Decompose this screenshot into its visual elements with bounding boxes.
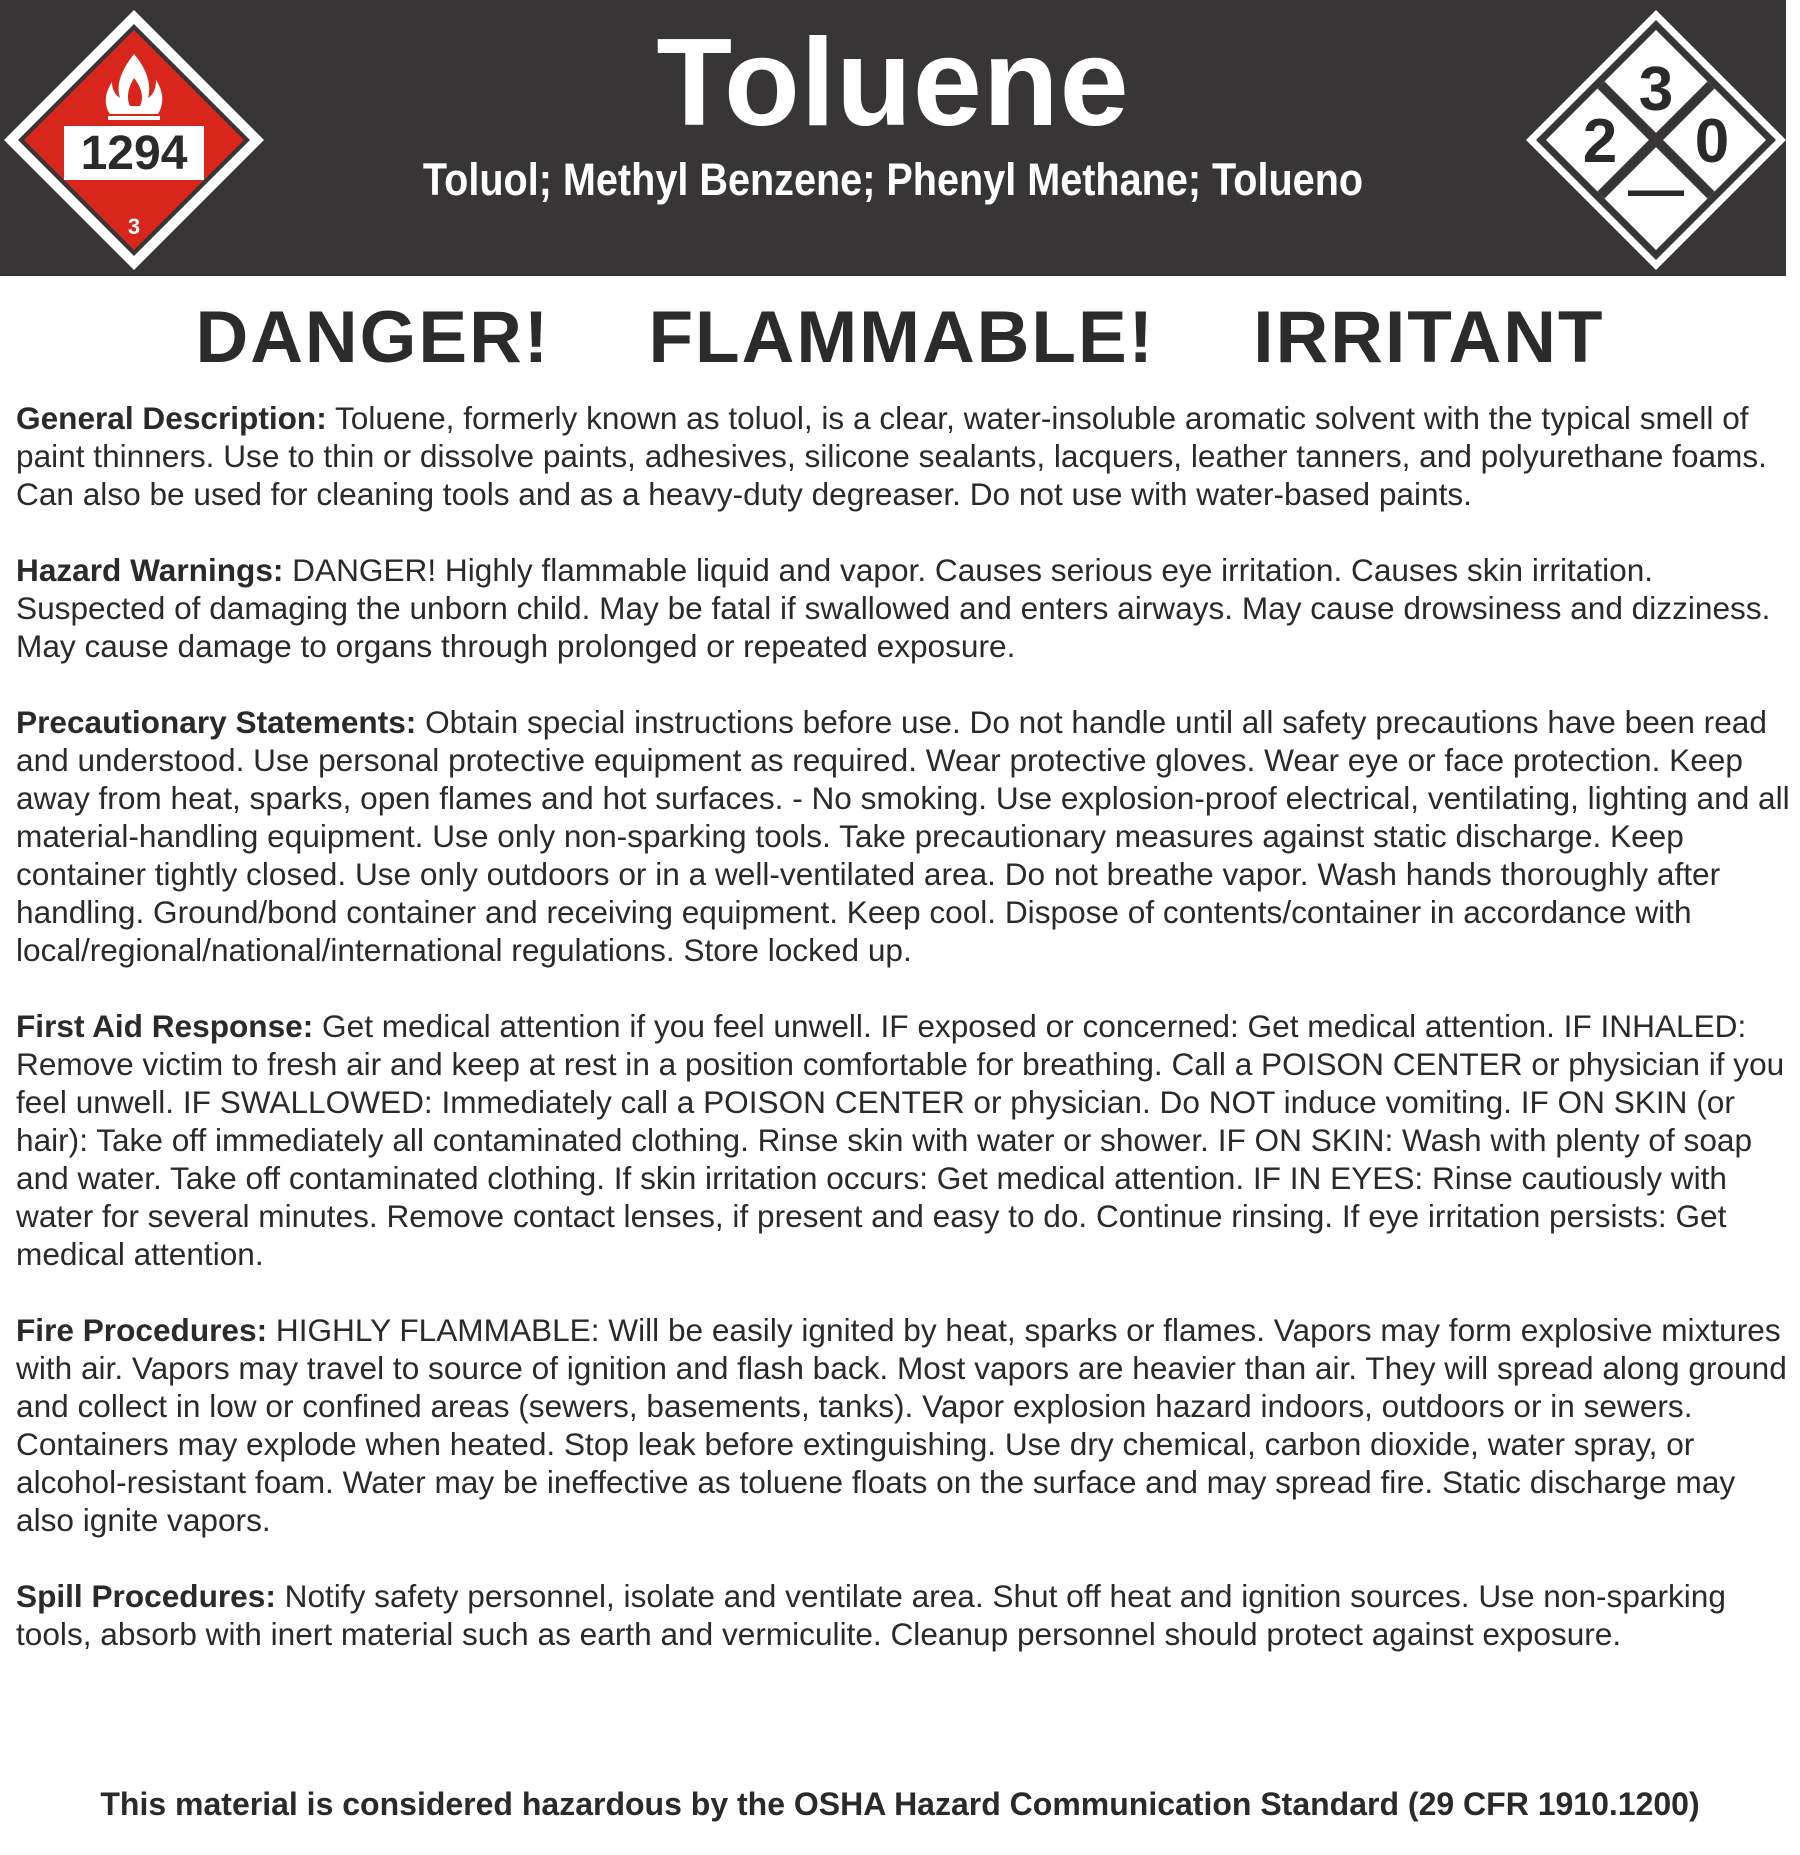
precautionary-statements-section [16, 703, 1796, 969]
section-label: Precautionary Statements: [16, 704, 417, 740]
nfpa-health: 2 [1582, 107, 1618, 176]
un-number: 1294 [80, 127, 188, 180]
section-label: Spill Procedures: [16, 1578, 276, 1614]
fire-procedures-section [16, 1311, 1796, 1539]
general-description-section [16, 399, 1796, 513]
section-text: Obtain special instructions before use. Do not handle until all safety precautions have been read and understood. Use personal protective equipment as required. Wear protective gloves. Wear eye or face protection. Keep away from heat, sparks, open flames and hot surfaces. - No smoking. Use explosion-proof electrical, ventilating, lighting and all material-handling equipment. Use only non-sparking tools. Take precautionary measures against static discharge. Keep container tightly closed. Use only outdoors or in a well-ventilated area. Do not breathe vapor. Wash hands thoroughly after handling. Ground/bond container and receiving equipment. Keep cool. Dispose of contents/container in accordance with local/regional/national/international regulations. Store locked up. [16, 704, 1790, 968]
section-label: First Aid Response: [16, 1008, 314, 1044]
spill-procedures-section [16, 1577, 1796, 1653]
signal-word-flammable: FLAMMABLE! [648, 297, 1155, 378]
nfpa-instability: 0 [1694, 107, 1730, 176]
osha-footer-note: This material is considered hazardous by the OSHA Hazard Communication Standard (29 CFR 1910.1200) [100, 1786, 1700, 1822]
nfpa-flammability: 3 [1638, 55, 1674, 124]
signal-word-irritant: IRRITANT [1253, 297, 1605, 378]
hazard-class-number: 3 [127, 214, 141, 239]
dot-hazard-placard [4, 10, 264, 270]
signal-words [0, 296, 1800, 380]
section-text: HIGHLY FLAMMABLE: Will be easily ignited by heat, sparks or flames. Vapors may form explosive mixtures with air. Vapors may travel to source of ignition and flash back. Most vapors are heavier than air. They will spread along ground and collect in low or confined areas (sewers, basements, tanks). Vapor explosion hazard indoors, outdoors or in sewers. Containers may explode when heated. Stop leak before extinguishing. Use dry chemical, carbon dioxide, water spray, or alcohol-resistant foam. Water may be ineffective as toluene floats on the surface and may spread fire. Static discharge may also ignite vapors. [16, 1312, 1787, 1538]
section-text: Get medical attention if you feel unwell. IF exposed or concerned: Get medical attention. IF INHALED: Remove victim to fresh air and keep at rest in a position comfortable for breathing. Call a POISON CENTER or physician if you feel unwell. IF SWALLOWED: Immediately call a POISON CENTER or physician. Do NOT induce vomiting. IF ON SKIN (or hair): Take off immediately all contaminated clothing. Rinse skin with water or shower. IF ON SKIN: Wash with plenty of soap and water. Take off contaminated clothing. If skin irritation occurs: Get medical attention. IF IN EYES: Rinse cautiously with water for several minutes. Remove contact lenses, if present and easy to do. Continue rinsing. If eye irritation persists: Get medical attention. [16, 1008, 1785, 1272]
section-text: DANGER! Highly flammable liquid and vapor. Causes serious eye irritation. Causes skin irritation. Suspected of damaging the unborn child. May be fatal if swallowed and enters airways. May cause drowsiness and dizziness. May cause damage to organs through prolonged or repeated exposure. [16, 552, 1771, 664]
product-synonyms: Toluol; Methyl Benzene; Phenyl Methane; Tolueno [422, 154, 1364, 205]
nfpa-diamond [1526, 10, 1786, 270]
first-aid-response-section [16, 1007, 1796, 1273]
section-text: Toluene, formerly known as toluol, is a clear, water-insoluble aromatic solvent with the typical smell of paint thinners. Use to thin or dissolve paints, adhesives, silicone sealants, lacquers, leather tanners, and polyurethane foams. Can also be used for cleaning tools and as a heavy-duty degreaser. Do not use with water-based paints. [16, 400, 1767, 512]
section-text: Notify safety personnel, isolate and ventilate area. Shut off heat and ignition sources. Use non-sparking tools, absorb with inert material such as earth and vermiculite. Cleanup personnel should protect against exposure. [16, 1578, 1726, 1652]
signal-word-danger: DANGER! [195, 297, 551, 378]
label-body [16, 399, 1796, 1691]
label-header [0, 0, 1786, 276]
product-title: Toluene [656, 14, 1130, 152]
section-label: General Description: [16, 400, 327, 436]
section-label: Hazard Warnings: [16, 552, 284, 588]
hazard-warnings-section [16, 551, 1796, 665]
section-label: Fire Procedures: [16, 1312, 268, 1348]
nfpa-special: — [1628, 157, 1684, 220]
